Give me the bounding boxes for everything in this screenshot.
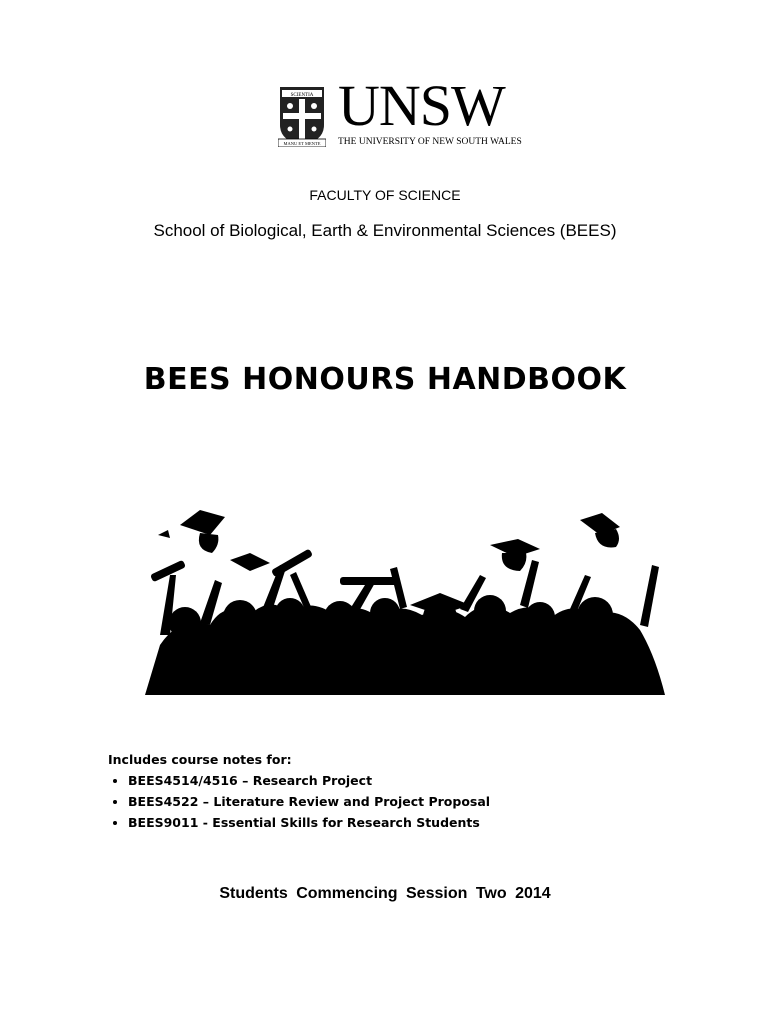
course-list (108, 770, 490, 833)
list-item: • BEES4522 – Literature Review and Project Proposal (128, 791, 490, 812)
list-item: • BEES4514/4516 – Research Project (128, 770, 490, 791)
course-notes-heading: Includes course notes for: (108, 752, 292, 767)
unsw-logo (278, 73, 528, 155)
crest-motto-text: MANU ET MENTE (283, 141, 321, 146)
page-title: BEES HONOURS HANDBOOK (143, 362, 627, 397)
crest-banner-text: SCIENTIA (290, 93, 314, 98)
faculty-name: FACULTY OF SCIENCE (309, 187, 461, 203)
list-item: • BEES9011 - Essential Skills for Research Students (128, 812, 490, 833)
session-note: Students Commencing Session Two 2014 (219, 885, 551, 902)
unsw-crest-icon (278, 85, 326, 147)
school-name: School of Biological, Earth & Environmental Sciences (BEES) (153, 221, 617, 240)
course-notes (108, 752, 490, 833)
university-tagline: THE UNIVERSITY OF NEW SOUTH WALES (338, 137, 522, 147)
unsw-wordmark: UNSW (338, 73, 505, 138)
graduation-silhouette-icon (140, 505, 670, 700)
